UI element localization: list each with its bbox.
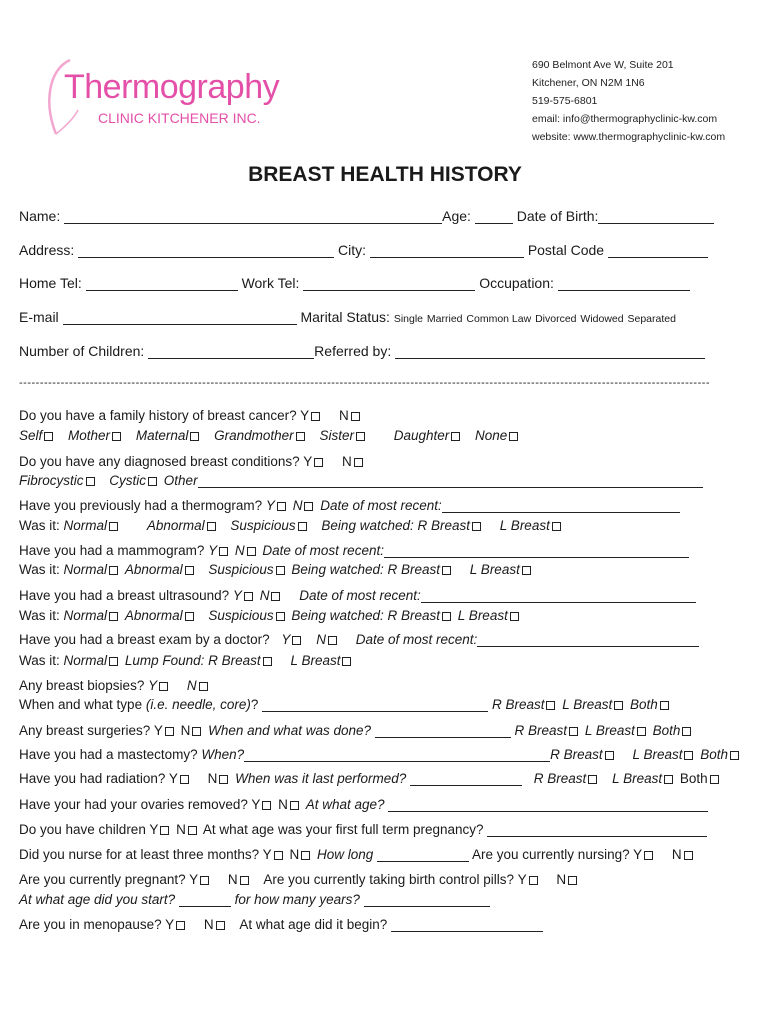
marital-married[interactable]: Married: [426, 313, 463, 325]
r-breast-label: R Breast: [550, 747, 603, 762]
abnormal-checkbox[interactable]: [185, 612, 194, 621]
suspicious-label: Suspicious: [208, 562, 274, 577]
yes-label: Y: [262, 847, 272, 862]
q-radiation: [19, 771, 722, 786]
yes-checkbox[interactable]: [292, 636, 301, 645]
normal-checkbox[interactable]: [109, 612, 118, 621]
yes-label: Y: [168, 771, 178, 786]
q-biopsies-text: Any breast biopsies?: [19, 678, 145, 693]
both-label: Both: [700, 747, 729, 762]
daughter-label: Daughter: [393, 428, 450, 443]
fibrocystic-checkbox[interactable]: [86, 477, 95, 486]
l-breast-label: L Breast: [584, 723, 635, 738]
children-field[interactable]: [148, 344, 314, 359]
surgery-field[interactable]: [375, 723, 511, 738]
other-label: Other: [163, 473, 198, 488]
how-long-field[interactable]: [377, 847, 469, 862]
l-breast-checkbox[interactable]: [522, 566, 531, 575]
r-breast-label: R Breast: [533, 771, 587, 786]
l-breast-label: L Breast: [469, 562, 520, 577]
postal-label: Postal Code: [527, 242, 605, 258]
q-pregnant-text: Are you currently pregnant?: [19, 872, 186, 887]
logo-title: Thermography: [64, 68, 280, 106]
q-family-relations: [19, 428, 521, 443]
r-breast-checkbox[interactable]: [442, 566, 451, 575]
no-checkbox[interactable]: [219, 775, 228, 784]
no-checkbox[interactable]: [247, 547, 256, 556]
no-checkbox[interactable]: [199, 682, 208, 691]
q-mammogram-text: Have you had a mammogram?: [19, 543, 205, 558]
no-label: N: [227, 872, 238, 887]
q-mastectomy: [19, 747, 742, 762]
no-checkbox[interactable]: [328, 636, 337, 645]
marital-separated[interactable]: Separated: [627, 313, 676, 325]
cystic-checkbox[interactable]: [148, 477, 157, 486]
yes-checkbox[interactable]: [529, 876, 538, 885]
both-label: Both: [630, 697, 658, 712]
no-checkbox[interactable]: [188, 826, 197, 835]
occupation-field[interactable]: [558, 276, 690, 291]
q-children-text: Do you have children: [19, 822, 146, 837]
surgery-when-label: When and what was done?: [208, 723, 371, 738]
l-breast-label: L Breast: [632, 747, 683, 762]
no-checkbox[interactable]: [290, 801, 299, 810]
r-breast-checkbox[interactable]: [569, 727, 578, 736]
none-label: None: [475, 428, 508, 443]
work-tel-field[interactable]: [303, 276, 475, 291]
start-age-field[interactable]: [179, 892, 231, 907]
normal-label: Normal: [63, 653, 108, 668]
both-checkbox[interactable]: [730, 751, 739, 760]
yes-label: Y: [153, 723, 163, 738]
being-watched-label: Being watched:: [291, 608, 384, 623]
biopsy-example: (i.e. needle, core): [145, 697, 251, 712]
q-doctor-exam-text: Have you had a breast exam by a doctor?: [19, 632, 270, 647]
row-address: [19, 242, 708, 258]
l-breast-label: L Breast: [612, 771, 663, 786]
q-mammogram-result: [19, 562, 534, 577]
was-it-label: Was it:: [19, 653, 60, 668]
l-breast-checkbox[interactable]: [664, 775, 673, 784]
q-doctor-exam-result: [19, 653, 354, 668]
q-diagnosed-text: Do you have any diagnosed breast conditions?: [19, 454, 300, 469]
suspicious-checkbox[interactable]: [276, 612, 285, 621]
yes-checkbox[interactable]: [159, 682, 168, 691]
yes-checkbox[interactable]: [311, 412, 320, 421]
yes-label: Y: [281, 632, 291, 647]
marital-divorced[interactable]: Divorced: [535, 313, 577, 325]
address-line-2: Kitchener, ON N2M 1N6: [532, 77, 645, 89]
suspicious-checkbox[interactable]: [276, 566, 285, 575]
no-label: N: [316, 632, 326, 647]
both-label: Both: [679, 771, 708, 786]
q-surgeries: [19, 723, 694, 738]
l-breast-label: L Breast: [499, 518, 550, 533]
both-checkbox[interactable]: [660, 701, 669, 710]
yes-checkbox[interactable]: [219, 547, 228, 556]
logo-subtitle: CLINIC KITCHENER INC.: [98, 110, 261, 126]
yes-label: Y: [517, 872, 527, 887]
radiation-when-label: When was it last performed?: [235, 771, 407, 786]
q-nurse-text: Did you nurse for at least three months?: [19, 847, 260, 862]
r-breast-checkbox[interactable]: [605, 751, 614, 760]
suspicious-label: Suspicious: [230, 518, 296, 533]
yes-label: Y: [149, 822, 159, 837]
no-label: N: [338, 408, 349, 423]
yes-checkbox[interactable]: [200, 876, 209, 885]
was-it-label: Was it:: [19, 608, 60, 623]
yes-checkbox[interactable]: [244, 592, 253, 601]
date-recent-field[interactable]: [477, 632, 699, 647]
q-mammogram: [19, 543, 689, 558]
q-children: [19, 822, 707, 837]
no-checkbox[interactable]: [271, 592, 280, 601]
was-it-label: Was it:: [19, 518, 60, 533]
address-label: Address:: [19, 242, 75, 258]
lump-found-label: Lump Found:: [124, 653, 205, 668]
was-it-label: Was it:: [19, 562, 60, 577]
normal-checkbox[interactable]: [109, 522, 118, 531]
no-checkbox[interactable]: [216, 921, 225, 930]
city-field[interactable]: [370, 243, 524, 258]
abnormal-label: Abnormal: [146, 518, 205, 533]
q-ultrasound-result: [19, 608, 522, 623]
yes-label: Y: [208, 543, 218, 558]
other-field[interactable]: [198, 473, 703, 488]
yes-label: Y: [265, 498, 275, 513]
city-label: City:: [338, 242, 367, 258]
when-label: When?: [201, 747, 245, 762]
email-label: E-mail: [19, 309, 59, 325]
biopsy-when-label: When and what type: [19, 697, 143, 712]
row-children: [19, 343, 705, 359]
yes-checkbox[interactable]: [180, 775, 189, 784]
no-label: N: [278, 797, 288, 812]
no-label: N: [176, 822, 186, 837]
marital-widowed[interactable]: Widowed: [580, 313, 624, 325]
r-breast-checkbox[interactable]: [263, 657, 272, 666]
r-breast-checkbox[interactable]: [546, 701, 555, 710]
no-checkbox[interactable]: [304, 502, 313, 511]
yes-checkbox[interactable]: [176, 921, 185, 930]
being-watched-label: Being watched:: [291, 562, 384, 577]
work-tel-label: Work Tel:: [241, 275, 300, 291]
no-label: N: [289, 847, 300, 862]
website: website: www.thermographyclinic-kw.com: [532, 131, 726, 143]
mother-checkbox[interactable]: [112, 432, 121, 441]
no-label: N: [203, 917, 214, 932]
how-many-years-label: for how many years?: [234, 892, 360, 907]
age-label: Age:: [442, 208, 471, 224]
children-label: Number of Children:: [19, 343, 145, 359]
yes-label: Y: [165, 917, 175, 932]
no-checkbox[interactable]: [684, 851, 693, 860]
maternal-label: Maternal: [135, 428, 189, 443]
date-recent-field[interactable]: [442, 498, 680, 513]
yes-checkbox[interactable]: [262, 801, 271, 810]
first-pregnancy-field[interactable]: [487, 822, 707, 837]
radiation-field[interactable]: [410, 771, 522, 786]
sister-label: Sister: [319, 428, 354, 443]
clinic-logo: [42, 52, 312, 142]
marital-single[interactable]: Single: [393, 313, 424, 325]
yes-label: Y: [232, 588, 242, 603]
r-breast-label: R Breast: [387, 562, 441, 577]
l-breast-checkbox[interactable]: [614, 701, 623, 710]
start-age-label: At what age did you start?: [19, 892, 176, 907]
q-mastectomy-text: Have you had a mastectomy?: [19, 747, 198, 762]
both-checkbox[interactable]: [710, 775, 719, 784]
self-label: Self: [19, 428, 43, 443]
email-field[interactable]: [63, 310, 297, 325]
l-breast-checkbox[interactable]: [684, 751, 693, 760]
yes-label: Y: [189, 872, 199, 887]
row-phones: [19, 275, 690, 291]
r-breast-label: R Breast: [514, 723, 568, 738]
no-checkbox[interactable]: [351, 412, 360, 421]
q-surgeries-text: Any breast surgeries?: [19, 723, 151, 738]
yes-checkbox[interactable]: [165, 727, 174, 736]
q-birth-control-detail: [19, 892, 490, 907]
self-checkbox[interactable]: [44, 432, 53, 441]
r-breast-label: R Breast: [387, 608, 441, 623]
suspicious-label: Suspicious: [208, 608, 274, 623]
abnormal-label: Abnormal: [124, 562, 183, 577]
yes-checkbox[interactable]: [160, 826, 169, 835]
no-label: N: [234, 543, 245, 558]
q-radiation-text: Have you had radiation?: [19, 771, 166, 786]
r-breast-checkbox[interactable]: [442, 612, 451, 621]
no-checkbox[interactable]: [301, 851, 310, 860]
page-title: BREAST HEALTH HISTORY: [248, 163, 522, 186]
grandmother-checkbox[interactable]: [296, 432, 305, 441]
none-checkbox[interactable]: [509, 432, 518, 441]
no-label: N: [259, 588, 270, 603]
dob-label: Date of Birth:: [516, 208, 599, 224]
yes-checkbox[interactable]: [644, 851, 653, 860]
q-pregnant: [19, 872, 580, 887]
no-label: N: [342, 454, 352, 469]
l-breast-checkbox[interactable]: [552, 522, 561, 531]
name-label: Name:: [19, 208, 61, 224]
q-menopause-text: Are you in menopause?: [19, 917, 162, 932]
no-checkbox[interactable]: [354, 458, 363, 467]
l-breast-label: L Breast: [457, 608, 508, 623]
no-label: N: [186, 678, 197, 693]
l-breast-checkbox[interactable]: [342, 657, 351, 666]
birth-control-label: Are you currently taking birth control pills?: [263, 872, 515, 887]
daughter-checkbox[interactable]: [451, 432, 460, 441]
date-recent-label: Date of most recent:: [320, 498, 442, 513]
referred-label: Referred by:: [314, 343, 392, 359]
yes-label: Y: [300, 408, 310, 423]
menopause-age-label: At what age did it begin?: [239, 917, 388, 932]
yes-label: Y: [251, 797, 261, 812]
date-recent-label: Date of most recent:: [262, 543, 384, 558]
maternal-checkbox[interactable]: [190, 432, 199, 441]
mother-label: Mother: [68, 428, 111, 443]
q-thermogram-text: Have you previously had a thermogram?: [19, 498, 263, 513]
address-line-1: 690 Belmont Ave W, Suite 201: [532, 59, 674, 71]
nursing-label: Are you currently nursing?: [472, 847, 630, 862]
abnormal-checkbox[interactable]: [185, 566, 194, 575]
divider: ----------------------------------------------------------------------------------------------------------------------------------------------------------------------: [19, 377, 711, 389]
abnormal-checkbox[interactable]: [207, 522, 216, 531]
first-pregnancy-label: At what age was your first full term pregnancy?: [202, 822, 484, 837]
grandmother-label: Grandmother: [214, 428, 294, 443]
address-field[interactable]: [78, 243, 334, 258]
q-ultrasound-text: Have you had a breast ultrasound?: [19, 588, 230, 603]
biopsy-field[interactable]: [262, 697, 488, 712]
yes-checkbox[interactable]: [277, 502, 286, 511]
how-long-label: How long: [316, 847, 374, 862]
name-field[interactable]: [64, 209, 442, 224]
q-menopause: [19, 917, 543, 932]
r-breast-label: R Breast: [208, 653, 261, 668]
date-recent-label: Date of most recent:: [355, 632, 478, 647]
home-tel-field[interactable]: [86, 276, 238, 291]
q-nurse: [19, 847, 696, 862]
postal-field[interactable]: [608, 243, 708, 258]
r-breast-checkbox[interactable]: [472, 522, 481, 531]
q-family-history-text: Do you have a family history of breast cancer?: [19, 408, 297, 423]
yes-checkbox[interactable]: [314, 458, 323, 467]
date-recent-label: Date of most recent:: [299, 588, 421, 603]
l-breast-checkbox[interactable]: [637, 727, 646, 736]
what-age-label: At what age?: [305, 797, 385, 812]
marital-common-law[interactable]: Common Law: [466, 313, 532, 325]
being-watched-label: Being watched:: [321, 518, 414, 533]
occupation-label: Occupation:: [479, 275, 554, 291]
r-breast-label: R Breast: [491, 697, 545, 712]
q-ovaries: [19, 797, 708, 812]
date-recent-field[interactable]: [421, 588, 696, 603]
no-label: N: [207, 771, 218, 786]
q-thermogram-result: [19, 518, 564, 533]
phone: 519-575-6801: [532, 95, 598, 107]
yes-label: Y: [148, 678, 158, 693]
no-checkbox[interactable]: [568, 876, 577, 885]
no-label: N: [292, 498, 303, 513]
home-tel-label: Home Tel:: [19, 275, 82, 291]
both-checkbox[interactable]: [682, 727, 691, 736]
yes-checkbox[interactable]: [274, 851, 283, 860]
normal-checkbox[interactable]: [109, 566, 118, 575]
normal-label: Normal: [63, 518, 108, 533]
row-email: [19, 309, 676, 325]
yes-label: Y: [303, 454, 313, 469]
mastectomy-field[interactable]: [244, 747, 550, 762]
both-label: Both: [652, 723, 681, 738]
q-diagnosed: [19, 454, 366, 469]
l-breast-label: L Breast: [562, 697, 613, 712]
q-biopsies: [19, 678, 211, 693]
fibrocystic-label: Fibrocystic: [19, 473, 84, 488]
normal-checkbox[interactable]: [109, 657, 118, 666]
no-label: N: [180, 723, 191, 738]
no-label: N: [556, 872, 567, 887]
suspicious-checkbox[interactable]: [298, 522, 307, 531]
marital-label: Marital Status:: [300, 309, 390, 325]
normal-label: Normal: [63, 562, 108, 577]
ovaries-age-field[interactable]: [388, 797, 708, 812]
q-family-history: [19, 408, 363, 423]
q-biopsies-detail: When and what type (i.e. needle, core)? R Breast L Breast Both: [19, 697, 672, 712]
clinic-contact: [532, 56, 725, 146]
cystic-label: Cystic: [109, 473, 147, 488]
no-label: N: [671, 847, 682, 862]
sister-checkbox[interactable]: [356, 432, 365, 441]
l-breast-checkbox[interactable]: [510, 612, 519, 621]
q-ovaries-text: Have your had your ovaries removed?: [19, 797, 248, 812]
normal-label: Normal: [63, 608, 108, 623]
q-thermogram: [19, 498, 680, 513]
no-checkbox[interactable]: [192, 727, 201, 736]
dob-field[interactable]: [598, 209, 714, 224]
row-name: [19, 208, 714, 224]
r-breast-checkbox[interactable]: [588, 775, 597, 784]
q-ultrasound: [19, 588, 696, 603]
age-field[interactable]: [475, 209, 513, 224]
q-diagnosed-types: [19, 473, 703, 488]
email: email: info@thermographyclinic-kw.com: [532, 113, 718, 125]
referred-field[interactable]: [395, 344, 705, 359]
no-checkbox[interactable]: [240, 876, 249, 885]
date-recent-field[interactable]: [384, 543, 689, 558]
abnormal-label: Abnormal: [124, 608, 183, 623]
how-many-years-field[interactable]: [364, 892, 490, 907]
menopause-age-field[interactable]: [391, 917, 543, 932]
yes-label: Y: [633, 847, 643, 862]
r-breast-label: R Breast: [417, 518, 471, 533]
l-breast-label: L Breast: [290, 653, 341, 668]
q-doctor-exam: [19, 632, 699, 647]
